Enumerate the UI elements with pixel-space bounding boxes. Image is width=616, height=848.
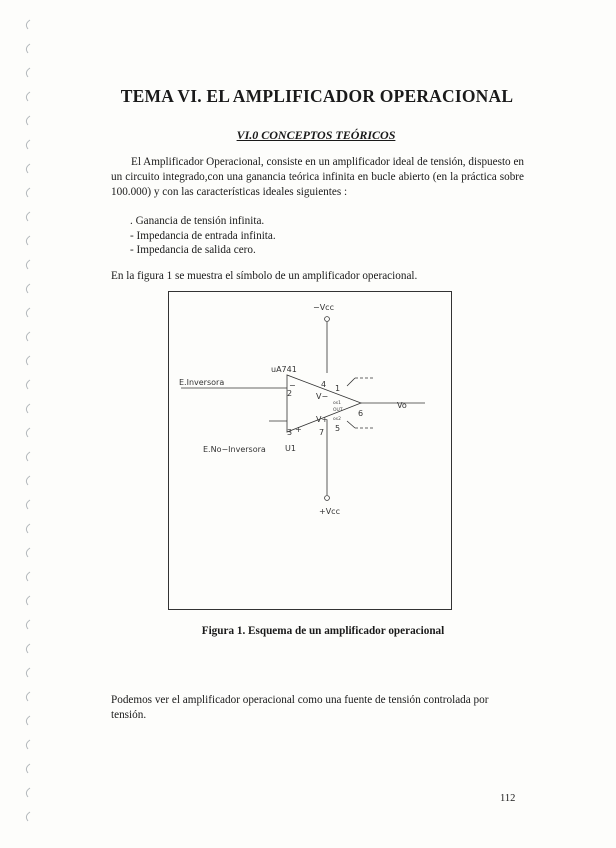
section-heading: VI.0 CONCEPTOS TEÓRICOS [236,128,396,142]
pin-5-label: 5 [335,424,341,433]
characteristics-list [130,214,276,258]
inverting-input-label: E.Inversora [179,378,225,387]
pin-7-label: 7 [319,428,325,437]
plus-sign: + [295,425,302,434]
list-item: - Impedancia de salida cero. [130,244,256,256]
list-item: . Ganancia de tensión infinita. [130,215,265,227]
intro-paragraph: El Amplificador Operacional, consiste en un amplificador ideal de tensión, dispuesto en un circuito integrado,con una ganancia teórica infinita en bucle abierto (en la práctica sobre 100.000) y con las características ideales siguientes : [111,156,525,198]
pin-3-label: 3 [287,428,293,437]
offset-2-label: os2 [333,417,341,422]
figure-caption: Figura 1. Esquema de un amplificador operacional [201,625,445,637]
out-label: OUT [333,408,343,413]
v-minus-label: V− [316,392,329,401]
pos-supply-label: +Vcc [319,507,340,516]
closing-paragraph: Podemos ver el amplificador operacional como una fuente de tensión controlada por tensión. [111,694,489,721]
page-number: 112 [500,793,516,804]
opamp-diagram [168,291,452,610]
v-plus-label: V+ [316,415,329,424]
output-label: Vo [397,401,407,410]
minus-sign: − [289,381,296,390]
unit-label: U1 [285,444,296,453]
pin-2-label: 2 [287,389,293,398]
offset-1-label: os1 [333,401,341,406]
pin-1-label: 1 [335,384,341,393]
list-item: - Impedancia de entrada infinita. [130,229,276,242]
figure-intro-paragraph: En la figura 1 se muestra el símbolo de un amplificador operacional. [111,270,418,282]
chip-label: uA741 [271,365,297,374]
noninverting-input-label: E.No−Inversora [203,445,266,454]
page-title: TEMA VI. EL AMPLIFICADOR OPERACIONAL [120,86,514,106]
pin-4-label: 4 [321,380,327,389]
pin-6-label: 6 [358,409,364,418]
neg-supply-label: −Vcc [313,303,334,312]
